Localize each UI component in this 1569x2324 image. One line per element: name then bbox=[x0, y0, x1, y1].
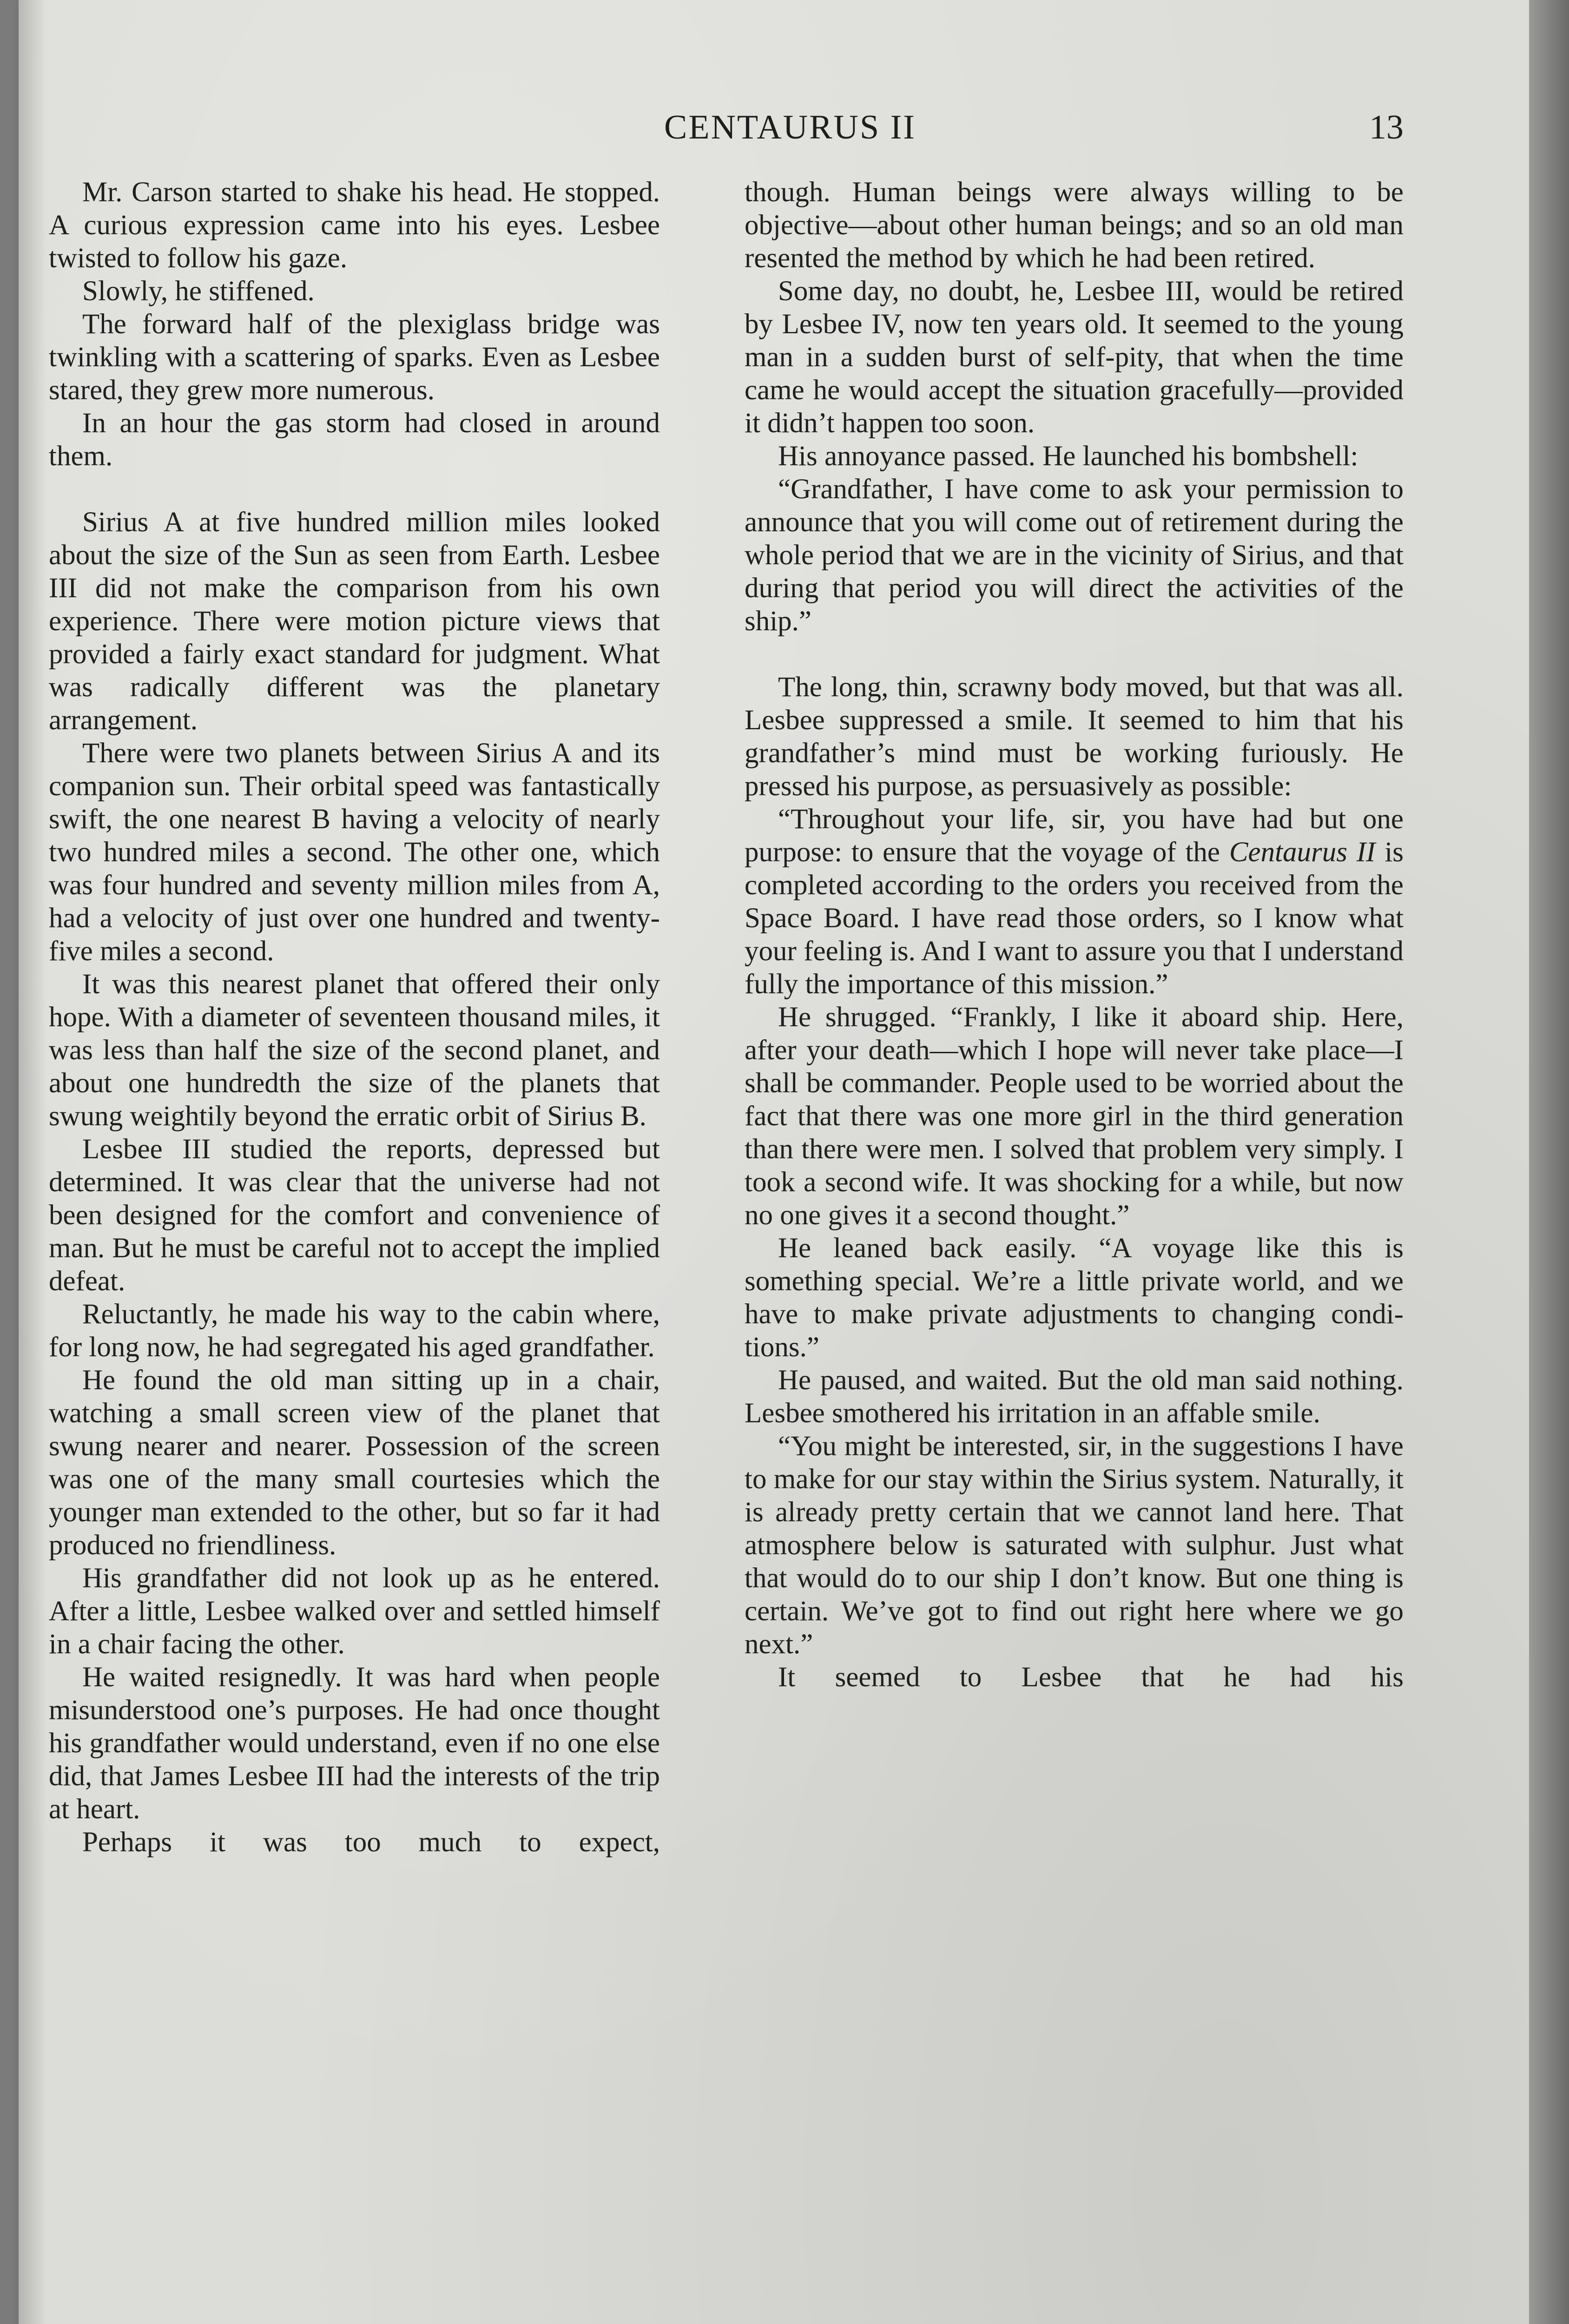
paragraph: The forward half of the plexiglass bridge was twinkling with a scattering of sparks. Even as Lesbee stared, they grew more numerous. bbox=[49, 309, 660, 406]
left-column bbox=[49, 176, 660, 1859]
paragraph: Some day, no doubt, he, Lesbee III, would be retired by Lesbee IV, now ten years old. It seemed to the young man in a sudden burst of self-pity, that when the time came he would accept the situation gracefully—provided it didn’t happen too soon. bbox=[745, 276, 1404, 439]
paragraph: though. Human beings were always willing to be objective—about other human beings; and so an old man resented the method by which he had been retired. bbox=[745, 177, 1404, 274]
paragraph: Slowly, he stiffened. bbox=[82, 276, 315, 307]
paragraph: There were two planets between Sirius A and its companion sun. Their orbital speed was fantastically swift, the one nearest B having a velocity of nearly two hundred miles a second. The other one, which was four hundred and seventy million miles from A, had a velocity of just over one hundred and twenty-five miles a second. bbox=[49, 738, 660, 967]
paragraph: His annoyance passed. He launched his bombshell: bbox=[778, 441, 1358, 472]
page-edge bbox=[1529, 0, 1569, 2324]
paragraph: Perhaps it was too much to expect, bbox=[82, 1827, 660, 1858]
paragraph-text: is completed according to the orders you received from the Space Board. I have read those orders, so I know what your feeling is. And I want to assure you that I understand fully the importance of this mission.” bbox=[745, 837, 1404, 1000]
paragraph: Reluctantly, he made his way to the cabin where, for long now, he had segregated his aged grandfather. bbox=[49, 1299, 660, 1363]
right-column bbox=[745, 176, 1404, 1694]
paragraph: In an hour the gas storm had closed in around them. bbox=[49, 408, 660, 472]
paragraph: Lesbee III studied the reports, depressed but determined. It was clear that the universe had not been designed for the comfort and convenience of man. But he must be careful not to accept the implied defeat. bbox=[49, 1134, 660, 1297]
paragraph: “Grandfather, I have come to ask your permission to announce that you will come out of retirement during the whole period that we are in the vicinity of Sirius, and that during that period you will direct the activities of the ship.” bbox=[745, 474, 1404, 637]
paragraph: He leaned back easily. “A voyage like this is something special. We’re a little private world, and we have to make private adjustments to changing conditions.” bbox=[745, 1233, 1404, 1363]
spine-shadow bbox=[19, 0, 46, 2324]
paragraph: He shrugged. “Frankly, I like it aboard ship. Here, after your death—which I hope will never take place—I shall be commander. People used to be worried about the fact that there was one more girl in the third generation than there were men. I solved that problem very simply. I took a second wife. It was shocking for a while, but now no one gives it a second thought.” bbox=[745, 1002, 1404, 1231]
paragraph: He paused, and waited. But the old man said nothing. Lesbee smothered his irritation in an affable smile. bbox=[745, 1365, 1404, 1429]
paragraph: Mr. Carson started to shake his head. He stopped. A curious expression came into his eyes. Lesbee twisted to follow his gaze. bbox=[49, 177, 660, 274]
paragraph: He found the old man sitting up in a chair, watching a small screen view of the planet that swung nearer and nearer. Possession of the screen was one of the many small courtesies which the younger man extended to the other, but so far it had produced no friendliness. bbox=[49, 1365, 660, 1561]
running-head-title: CENTAURUS II bbox=[664, 108, 916, 146]
paragraph: His grandfather did not look up as he entered. After a little, Lesbee walked over and settled himself in a chair facing the other. bbox=[49, 1563, 660, 1660]
paragraph: Sirius A at five hundred million miles looked about the size of the Sun as seen from Earth. Lesbee III did not make the comparison from his own experience. There were motion picture views that provided a fairly exact standard for judgment. What was radically different was the planetary arrangement. bbox=[49, 507, 660, 736]
page-number: 13 bbox=[1369, 108, 1404, 146]
ship-name: Centaurus II bbox=[1229, 837, 1376, 868]
paragraph-text: “Throughout your life, sir, you have had but one purpose: to ensure that the voyage of the bbox=[745, 804, 1404, 868]
paragraph: It seemed to Lesbee that he had his bbox=[778, 1662, 1404, 1693]
paragraph bbox=[745, 803, 1404, 1001]
paragraph: He waited resignedly. It was hard when people misunderstood one’s purposes. He had once thought his grandfather would understand, even if no one else did, that James Lesbee III had the interests of the trip at heart. bbox=[49, 1662, 660, 1825]
paragraph: “You might be interested, sir, in the suggestions I have to make for our stay within the Sirius system. Naturally, it is already pretty certain that we cannot land here. That atmosphere below is saturated with sulphur. Just what that would do to our ship I don’t know. But one thing is certain. We’ve got to find out right here where we go next.” bbox=[745, 1431, 1404, 1660]
paragraph: It was this nearest planet that offered their only hope. With a diameter of seventeen thousand miles, it was less than half the size of the second planet, and about one hundredth the size of the planets that swung weightily beyond the erratic orbit of Sirius B. bbox=[49, 969, 660, 1132]
paragraph: The long, thin, scrawny body moved, but that was all. Lesbee suppressed a smile. It seemed to him that his grandfather’s mind must be working furiously. He pressed his purpose, as persuasively as possible: bbox=[745, 672, 1404, 802]
